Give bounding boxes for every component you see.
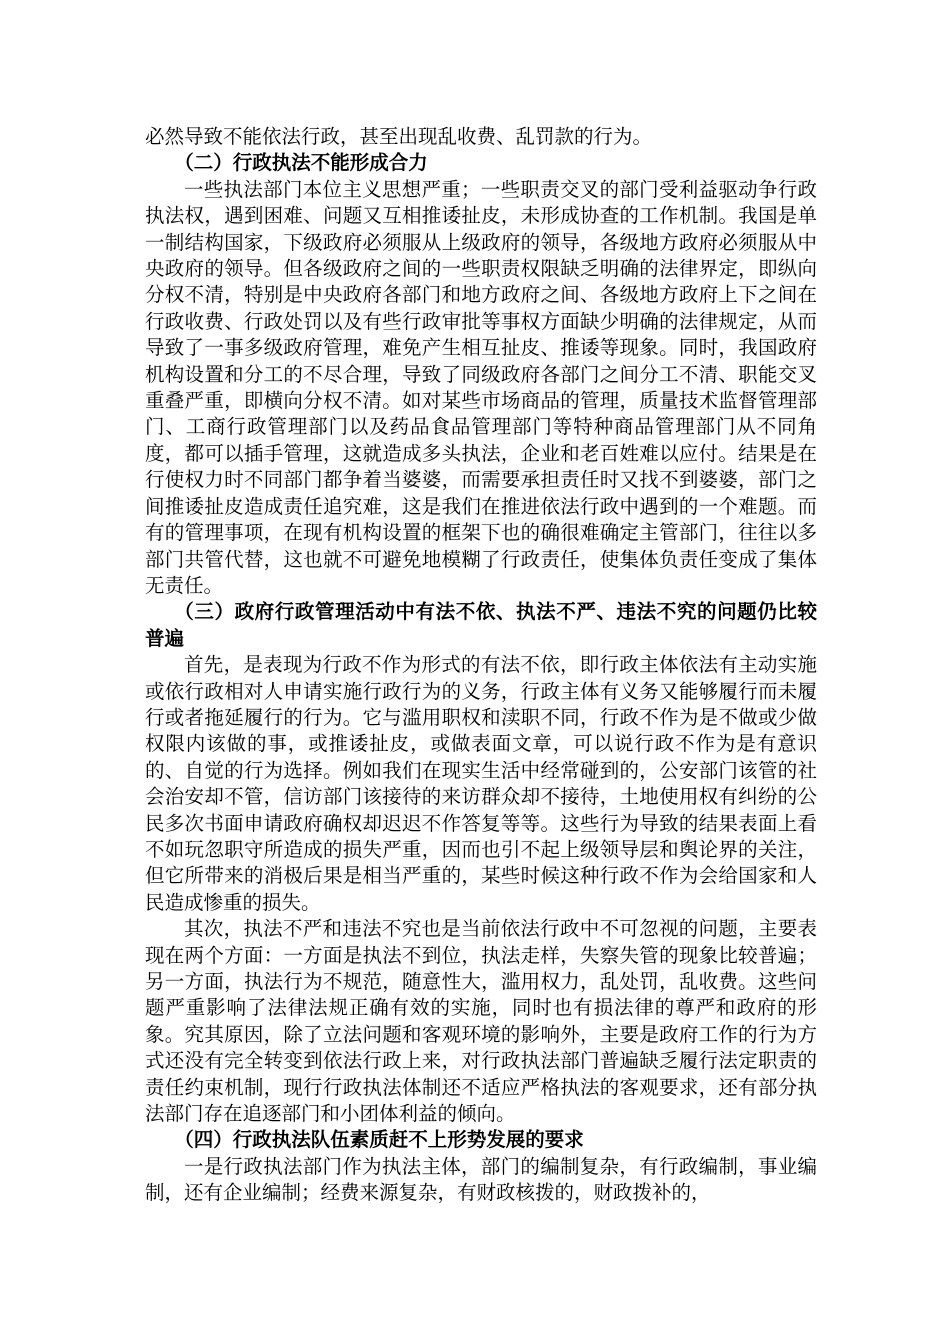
paragraph-section-3-second: 其次，执法不严和违法不究也是当前依法行政中不可忽视的问题，主要表现在两个方面：一方面是执法不到位，执法走样，失察失管的现象比较普遍；另一方面，执法行为不规范，随意性大，滥用权力，乱处罚，乱收费。这些问题严重影响了法律法规正确有效的实施，同时也有损法律的尊严和政府的形象。究其原因，除了立法问题和客观环境的影响外，主要是政府工作的行为方式还没有完全转变到依法行政上来，对行政执法部门普遍缺乏履行法定职责的责任约束机制，现行行政执法体制还不适应严格执法的客观要求，还有部分执法部门存在追逐部门和小团体利益的倾向。 [145, 917, 817, 1126]
section-heading-2: （二）行政执法不能形成合力 [174, 151, 428, 175]
paragraph-section-2: 一些执法部门本位主义思想严重；一些职责交叉的部门受利益驱动争行政执法权，遇到困难、问题又互相推诿扯皮，未形成协查的工作机制。我国是单一制结构国家，下级政府必须服从上级政府的领导，各级地方政府必须服从中央政府的领导。但各级政府之间的一些职责权限缺乏明确的法律界定，即纵向分权不清，特别是中央政府各部门和地方政府之间、各级地方政府上下之间在行政收费、行政处罚以及有些行政审批等事权方面缺少明确的法律规定，从而导致了一事多级政府管理，难免产生相互扯皮、推诿等现象。同时，我国政府机构设置和分工的不尽合理，导致了同级政府各部门之间分工不清、职能交叉重叠严重，即横向分权不清。如对某些市场商品的管理，质量技术监督管理部门、工商行政管理部门以及药品食品管理部门等特种商品管理部门从不同角度，都可以插手管理，这就造成多头执法，企业和老百姓难以应付。结果是在行使权力时不同部门都争着当婆婆，而需要承担责任时又找不到婆婆，部门之间推诿扯皮造成责任追究难，这是我们在推进依法行政中遇到的一个难题。而有的管理事项，在现有机构设置的框架下也的确很难确定主管部门，往往以多部门共管代替，这也就不可避免地模糊了行政责任，使集体负责任变成了集体无责任。 [145, 177, 817, 597]
section-heading-3: （三）政府行政管理活动中有法不依、执法不严、违法不究的问题仍比较普遍 [145, 600, 817, 650]
section-heading-4: （四）行政执法队伍素质赶不上形势发展的要求 [174, 1128, 584, 1152]
paragraph-continuation: 必然导致不能依法行政，甚至出现乱收费、乱罚款的行为。 [145, 125, 653, 148]
document-page [145, 124, 817, 1207]
paragraph-section-3-first: 首先，是表现为行政不作为形式的有法不依，即行政主体依法有主动实施或依行政相对人申请实施行政行为的义务，行政主体有义务又能够履行而未履行或者拖延履行的行为。它与滥用职权和渎职不同，行政不作为是不做或少做权限内该做的事，或推诿扯皮，或做表面文章，可以说行政不作为是有意识的、自觉的行为选择。例如我们在现实生活中经常碰到的，公安部门该管的社会治安却不管，信访部门该接待的来访群众却不接待，土地使用权有纠纷的公民多次书面申请政府确权却迟迟不作答复等等。这些行为导致的结果表面上看不如玩忽职守所造成的损失严重，因而也引不起上级领导层和舆论界的关注，但它所带来的消极后果是相当严重的，某些时候这种行政不作为会给国家和人民造成惨重的损失。 [145, 653, 817, 914]
paragraph-section-4: 一是行政执法部门作为执法主体，部门的编制复杂，有行政编制，事业编制，还有企业编制；经费来源复杂，有财政核拨的，财政拨补的， [145, 1154, 817, 1205]
